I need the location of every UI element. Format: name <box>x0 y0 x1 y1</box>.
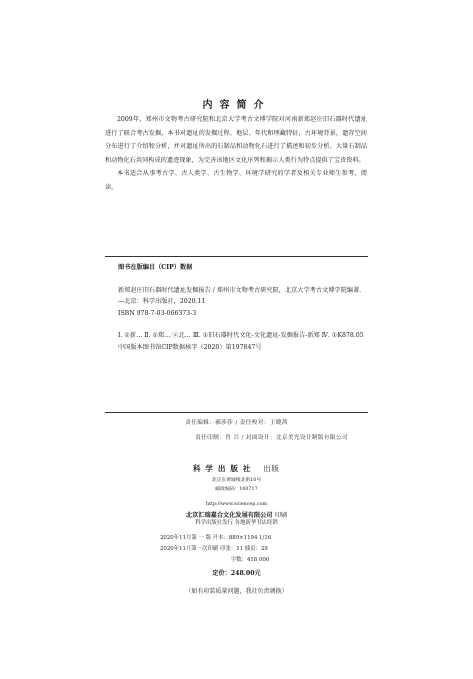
edition-line-2: 2020年11月第一次印刷 印张：11 插页：29 <box>160 546 268 552</box>
printer-line <box>0 510 473 519</box>
abstract-title: 内容简介 <box>202 100 271 111</box>
production-credits: 责任印制：肖 兴 / 封面设计：北京美光设计制版有限公司 <box>195 435 348 441</box>
publisher-address: 北京东黄城根北街16号 <box>211 478 262 483</box>
cip-block <box>118 262 366 353</box>
cip-bottom-divider <box>105 412 368 413</box>
publisher-line <box>0 463 473 474</box>
publisher-url: http://www.sciencep.com <box>206 502 267 507</box>
quality-notice: （如有印装质量问题，我社负责调换） <box>185 588 288 595</box>
cip-isbn: ISBN 978-7-03-066373-3 <box>118 309 197 317</box>
abstract-body <box>105 113 367 195</box>
cip-record: 中国版本图书馆CIP数据核字（2020）第197847号 <box>118 343 262 351</box>
printer-suffix: 印刷 <box>274 512 288 519</box>
abstract-paragraph-1: 2009年，郑州市文物考古研究院和北京大学考古文博学院对河南新郑赵庄旧石器时代遗址进行了联合考古发掘。本书对遗址的发掘过程、地层、年代和埋藏特征，古环境背景，遗存空间分布进行了介绍和分析，并对遗址所出的石制品和动物化石进行了描述和初步分析。大量石制品和动物化石共同构成的遗迹现象，为完善该地区文化序列和揭示人类行为特点提供了宝贵资料。 <box>105 116 367 164</box>
word-count: 字数：418 000 <box>230 557 270 563</box>
publisher-zip: 邮政编码：100717 <box>215 487 258 492</box>
distribution-line: 科学出版社发行 各地新华书店经销 <box>195 520 278 526</box>
edition-line-1: 2020年11月第 一 版 开本：889×1194 1/16 <box>160 535 272 541</box>
cip-book-line: 新郑赵庄旧石器时代遗址发掘报告 / 郑州市文物考古研究院，北京大学考古文博学院编著. —北京：科学出版社，2020.11 <box>118 286 362 305</box>
editor-credits: 责任编辑：郝莎莎 / 责任校对：王晓茜 <box>185 420 288 426</box>
abstract-paragraph-2: 本书适合从事考古学、古人类学、古生物学、环境学研究的学者及相关专业师生参考、阅读。 <box>105 170 367 191</box>
cip-subjects: Ⅰ. ①新… Ⅱ. ①郑… ②北… Ⅲ. ①旧石器时代文化-文化遗址-发掘报告-新郑 Ⅳ. ①K878.05 <box>118 332 364 339</box>
printer-name: 北京汇瑞嘉合文化发展有限公司 <box>185 512 273 519</box>
cip-top-divider <box>105 256 368 257</box>
publisher-suffix: 出版 <box>263 464 281 473</box>
cip-heading: 图书在版编目（CIP）数据 <box>118 264 193 271</box>
publisher-name: 科学出版社 <box>192 464 256 473</box>
price: 定价：248.00元 <box>212 570 261 577</box>
